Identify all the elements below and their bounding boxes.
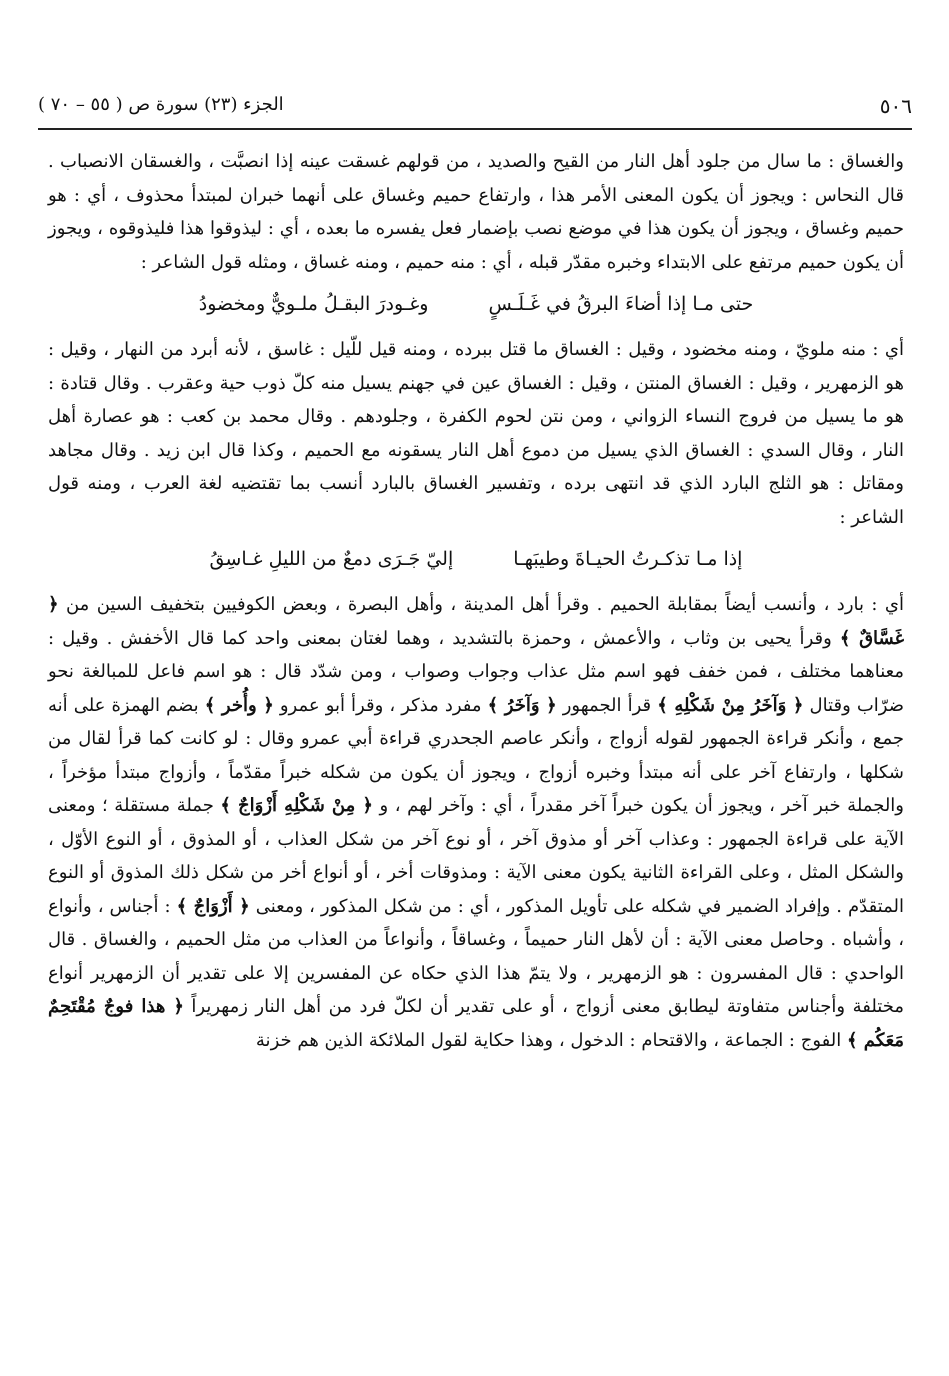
text-segment: أي : بارد ، وأنسب أيضاً بمقابلة الحميم . وقرأ أهل المدينة ، وأهل البصرة ، وبعض الكوفيين بتخفيف السين من [58, 594, 904, 615]
verse-1 [48, 287, 904, 321]
text-segment: بضم الهمزة على أنه جمع ، وأنكر قراءة الجمهور لقوله أزواج ، وأنكر عاصم الجحدري قراءة أبي عمرو وقال : لو كانت كما قرأ لقال من شكلها ، وارتفاع آخر على أنه مبتدأ وخبره أزواج ، ويجوز أن يكون من شكله خبراً مقدّماً ، وأزواج مبتدأ مؤخراً ، والجملة خبر آخر ، ويجوز أن يكون خبراً آخر مقدراً ، أي : وآخر لهم ، و [48, 694, 904, 816]
text-segment: : أجناس ، وأنواع ، وأشباه . وحاصل معنى الآية : أن لأهل النار حميماً ، وغساقاً ، وأنواعاً من العذاب من مثل الحميم ، والغساق . قال الواحدي : قال المفسرون : هو الزمهرير ، ولا يتمّ هذا الذي حكاه عن المفسرين إلا على تقدير أن الزمهرير أنواع مختلفة وأجناس متفاوتة ليطابق معنى أزواج ، أو على تقدير أن لكلّ فرد من أهل النار زمهريراً [48, 895, 905, 1017]
verse-1-second-hemistich: وغـودرَ البقـلُ ملـويٌّ ومخضودُ [198, 293, 429, 315]
header-rule [38, 128, 912, 130]
page-header [38, 92, 912, 126]
quran-quote: ﴿ وَآخَرُ ﴾ [487, 694, 557, 716]
text-segment: جملة مستقلة ؛ ومعنى الآية على قراءة الجمهور : وعذاب آخر أو مذوق آخر ، أو نوع آخر من شكل العذاب ، أو المذوق ، أو النوع الأوّل ، والشكل المثل ، وعلى القراءة الثانية يكون معنى الآية : ومذوقات أخر ، أو أنواع أخر من شكل ذلك المذوق أو النوع المتقدّم . وإفراد الضمير في شكله على تأويل المذكور ، أي : من شكل المذكور ، ومعنى [48, 795, 905, 917]
quran-quote: ﴿ وَآخَرُ مِنْ شَكْلِهِ ﴾ [657, 694, 804, 716]
quran-quote: ﴿ وأُخر ﴾ [204, 694, 274, 716]
quran-quote: ﴿ مِنْ شَكْلِهِ أَزْوَاجٌ ﴾ [220, 795, 373, 816]
quran-quote: ﴿ هذا فوجٌ مُقْتَحِمٌ مَعَكُم ﴾ [48, 996, 904, 1051]
paragraph-3 [48, 588, 904, 1057]
text-segment: قرأ الجمهور [556, 694, 658, 716]
page-number: ٥٠٦ [879, 94, 912, 118]
verse-1-first-hemistich: حتى مـا إذا أضاءَ البرقُ في غَـلَـسٍ [488, 293, 754, 315]
paragraph-2: أي : منه ملويّ ، ومنه مخضود ، وقيل : الغساق ما قتل ببرده ، ومنه قيل للّيل : غاسق ، لأنه أبرد من النهار ، وقيل : هو الزمهرير ، وقيل : الغساق المنتن ، وقيل : الغساق عين في جهنم يسيل منه كلّ ذوب حية وعقرب . وقال قتادة : هو ما يسيل من فروج النساء الزواني ، ومن نتن لحوم الكفرة ، وجلودهم . وقال محمد بن كعب : هو عصارة أهل النار ، وقال السدي : الغساق الذي يسيل من دموع أهل النار يسقونه مع الحميم ، وكذا قال ابن زيد . وقال مجاهد ومقاتل : هو الثلج البارد الذي قد انتهى برده ، وتفسير الغساق بالبارد أنسب بما تقتضيه لغة العرب ، ومنه قول الشاعر : [48, 339, 904, 528]
quran-quote: ﴿ غَسَّاقٌ ﴾ [48, 594, 904, 649]
page-body [48, 145, 904, 1057]
running-head: الجزء (٢٣) سورة ص ( ٥٥ – ٧٠ ) [38, 94, 284, 115]
verse-2-second-hemistich: إليّ جَـرَى دمعٌ من الليلِ غـاسِقُ [209, 548, 454, 570]
text-segment: مفرد مذكر ، وقرأ أبو عمرو [273, 694, 488, 716]
verse-2 [48, 542, 904, 576]
paragraph-1: والغساق : ما سال من جلود أهل النار من القيح والصديد ، من قولهم غسقت عينه إذا انصبَّت ، والغسقان الانصباب . قال النحاس : ويجوز أن يكون المعنى الأمر هذا ، وارتفاع حميم وغساق على أنهما خبران لمبتدأ محذوف ، أي : هو حميم وغساق ، ويجوز أن يكون هذا في موضع نصب بإضمار فعل يفسره ما بعده ، أي : ليذوقوا هذا فليذوقوه ، ويجوز أن يكون حميم مرتفع على الابتداء وخبره مقدّر قبله ، أي : منه حميم ، ومنه غساق ، ومثله قول الشاعر : [48, 151, 904, 273]
text-segment: الفوج : الجماعة ، والاقتحام : الدخول ، وهذا حكاية لقول الملائكة الذين هم خزنة [255, 1029, 847, 1051]
quran-quote: ﴿ أَزْوَاجٌ ﴾ [176, 895, 250, 917]
verse-2-first-hemistich: إذا مـا تذكـرتُ الحيـاةَ وطيبَهـا [513, 548, 743, 570]
text-segment: وقرأ يحيى بن وثاب ، والأعمش ، وحمزة بالتشديد ، وهما لغتان بمعنى واحد كما قال الأخفش . وقيل : معناهما مختلف ، فمن خفف فهو اسم مثل عذاب وجواب وصواب ، ومن شدّد قال : هو اسم فاعل للمبالغة نحو ضرّاب وقتال [48, 627, 905, 716]
